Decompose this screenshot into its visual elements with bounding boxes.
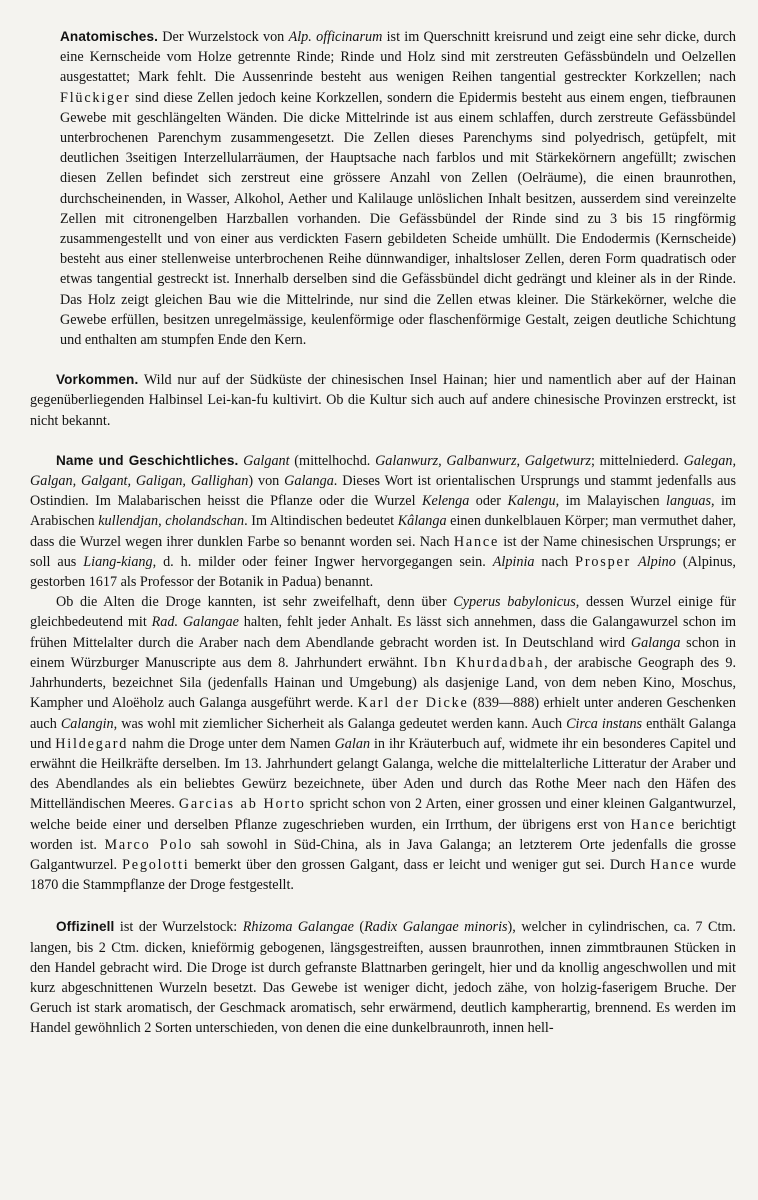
text-run: ; mittelniederd. (591, 452, 684, 469)
person-name: Garcias ab Horto (178, 796, 306, 813)
text-run: , der arabische Geograph des 9. Jahrhunderts, bezeichnet Sila (jedenfalls Hainan und Umgebung) als dasjenige Land, von dem neben Kino, Moschus, Kampher und Aloëholz auch Galanga ausgeführt werde. (30, 654, 736, 712)
italic-term: Calangin (60, 715, 114, 732)
text-run: (mittelhochd. (289, 452, 376, 469)
text-run: ( (353, 919, 365, 936)
italic-term: Galgant (243, 452, 290, 469)
section-heading-name: Name und Geschichtliches. (56, 452, 239, 468)
section-heading-vorkommen: Vorkommen. (56, 372, 139, 388)
text-run: , d. h. milder oder feiner Ingwer hervorgegangen sein. (152, 553, 493, 570)
paragraph-anatomisches (60, 27, 736, 350)
italic-term: Rad. Galangae (151, 614, 239, 631)
section-heading-offizinell: Offizinell (56, 919, 115, 935)
section-vorkommen (30, 370, 736, 431)
text-run: ), welcher in cylindrischen, ca. 7 Ctm. langen, bis 2 Ctm. dicken, knieförmig gebogenen, längsgestreiften, aussen braunrothen, innen zimmtbraunen Stücken in den Handel gebracht wird. Die Droge ist durch gefranste Blattnarben geringelt, hier und da knollig angeschwollen und mit kurz abgeschnittenen Wurzeln besetzt. Das Gewebe ist weniger dicht, jedoch zähe, von holzig-faserigem Bruche. Der Geruch ist stark aromatisch, der Geschmack aromatisch, sehr erwärmend, deutlich kampherartig, brennend. Es werden im Handel gewöhnlich 2 Sorten unterschieden, von denen die eine dunkelbraunroth, innen hell- (30, 919, 736, 1037)
text-run: nach (534, 553, 576, 570)
italic-term: Galanga (630, 634, 681, 651)
text-run: ist der Wurzelstock: (114, 919, 243, 936)
italic-term: Galan (334, 735, 371, 752)
italic-term: Rhizoma Galangae (242, 919, 354, 936)
section-heading-anatomisches: Anatomisches. (60, 29, 158, 44)
text-run: halten, fehlt jeder Anhalt. Es lässt sich annehmen, dass die Galangawurzel schon im frühen Mittelalter durch die Araber nach dem Abendlande gebracht worden ist. In Deutschland wird (30, 614, 737, 651)
italic-term: Kelenga (422, 493, 470, 510)
italic-term: Kâlanga (397, 513, 447, 530)
section-offizinell (30, 917, 736, 1038)
italic-term: Galanga (284, 473, 334, 490)
text-run: enthält Galanga und (30, 715, 736, 752)
text-run: oder (469, 493, 508, 510)
text-run: (839—888) erhielt unter anderen Geschenken auch (30, 695, 736, 732)
person-name: Karl der Dicke (357, 695, 469, 712)
text-run: . Dieses Wort ist orientalischen Ursprungs und stammt jedenfalls aus Ostindien. Im Malabarischen heisst die Pflanze oder die Wurzel (30, 473, 736, 510)
person-name: Prosper (575, 553, 632, 570)
italic-term: Alpinia (492, 553, 535, 570)
text-run: sind diese Zellen jedoch keine Korkzellen, sondern die Epidermis besteht aus einem engen, tiefbraunen Gewebe mit geschlängelten Wänden. Die dicke Mittelrinde ist aus einem schlaffen, durch zerstreute Gefässbündel unterbrochenen Parenchym zusammengesetzt. Die Zellen dieses Parenchyms sind polyedrisch, getüpfelt, mit deutlichen 3seitigen Interzellularräumen, der Hauptsache nach farblos und mit Stärkekörnern angefüllt; zwischen diesen Zellen befindet sich zerstreut eine grössere Anzahl von Zellen (Oelräume), die einen braunrothen, durchscheinenden, in Wasser, Alkohol, Aether und Kalilauge unlöslichen Inhalt besitzen, ausserdem sind vereinzelte Zellen mit citronengelben Harzballen vorhanden. Die Gefässbündel der Rinde sind zu 3 bis 15 ringförmig zusammengestellt und von einer aus verdickten Fasern gebildeten Scheide umhüllt. Die Endodermis (Kernscheide) besteht aus einer stellenweise unterbrochenen Reihe dünnwandiger, inhaltsloser Zellen, deren Form quadratisch oder etwas tangential gestreckt ist. Innerhalb derselben sind die Gefässbündel dicht gedrängt und kleiner als in der Rinde. Das Holz zeigt gleichen Bau wie die Mittelrinde, nur sind die Zellen etwas kleiner. Die Stärkekörner, welche die Gewebe erfüllen, besitzen unregelmässige, keulenförmige oder flaschenförmige Gestalt, zeigen deutliche Schichtung und enthalten am stumpfen Ende den Kern. (60, 89, 736, 349)
text-run: , dessen Wurzel einige für gleichbedeutend mit (30, 594, 736, 631)
text-run: ist der Name chinesischen Ursprungs; er soll aus (30, 533, 736, 570)
text-run: ist im Querschnitt kreisrund und zeigt eine sehr dicke, durch eine Kernscheide vom Holze getrennte Rinde; Rinde und Holz sind mit zerstreuten Gefässbündeln und Oelzellen ausgestattet; Mark fehlt. Die Aussenrinde besteht aus wenigen Reihen tangential gestreckter Korkzellen; nach (60, 29, 737, 86)
person-name: Hance (650, 856, 696, 873)
person-name: Flückiger (60, 89, 131, 106)
italic-term: Radix Galangae minoris (364, 919, 508, 936)
italic-term: languas (666, 493, 711, 510)
section-name-und-geschichtliches (30, 451, 736, 895)
text-run: , was wohl mit ziemlicher Sicherheit als Galanga gedeutet werden kann. Auch (113, 715, 567, 732)
text-run: , im Malayischen (555, 493, 667, 510)
paragraph-vorkommen (30, 370, 736, 431)
text-run: (Alpinus, gestorben 1617 als Professor der Botanik in Padua) benannt. (30, 553, 736, 591)
text-run: Ob die Alten die Droge kannten, ist sehr zweifelhaft, denn über (56, 594, 454, 611)
italic-term: Liang-kiang (83, 553, 153, 570)
person-name: Hildegard (55, 735, 129, 752)
person-name: Pegolotti (122, 856, 190, 873)
paragraph-offizinell (30, 917, 736, 1038)
text-run: , im Arabischen (30, 493, 736, 530)
italic-term: Galanwurz, Galbanwurz, Galgetwurz (375, 452, 592, 469)
text-run: wurde 1870 die Stammpflanze der Droge festgestellt. (30, 856, 736, 894)
text-run: ) von (248, 473, 285, 490)
text-run: Wild nur auf der Südküste der chinesischen Insel Hainan; hier und namentlich aber auf der Hainan gegenüberliegenden Halbinsel Lei-kan-fu kultivirt. Ob die Kultur sich auch auf andere chinesische Provinzen erstreckt, ist nicht bekannt. (30, 372, 737, 429)
italic-term: Galegan, Galgan, Galgant, Galigan, Gallighan (30, 452, 737, 490)
text-run: einen dunkelblauen Körper; man vermuthet daher, dass die Wurzel wegen ihrer dunklen Farbe so benannt worden sei. Nach (30, 513, 736, 550)
person-name: Ibn Khurdadbah (423, 654, 545, 671)
person-name: Marco Polo (104, 836, 193, 853)
text-run: berichtigt worden ist. (30, 816, 736, 853)
text-run: bemerkt über den grossen Galgant, dass er leicht und weniger gut sei. Durch (189, 856, 651, 873)
italic-term: cholandschan (165, 513, 245, 530)
text-run: nahm die Droge unter dem Namen (128, 735, 335, 752)
text-run: spricht schon von 2 Arten, einer grossen und einer kleinen Galgantwurzel, welche beide einer und derselben Pflanze zugeschrieben wurden, ein Irrthum, der übrigens erst von (30, 796, 736, 833)
section-anatomisches (60, 27, 736, 350)
italic-term: Circa instans (566, 715, 643, 732)
person-name: Hance (453, 533, 500, 550)
text-run: in ihr Kräuterbuch auf, widmete ihr ein besonderes Capitel und erwähnt die Heilkräfte derselben. Im 13. Jahrhundert gelangt Galanga, welche die mittelalterliche Litteratur der Araber und des Abendlandes als ein beliebtes Gewürz bezeichnete, über Aden und durch das Rothe Meer nach den Häfen des Mittelländischen Meeres. (30, 735, 736, 813)
text-run: Der Wurzelstock von (162, 29, 289, 45)
italic-term: Alp. officinarum (288, 29, 383, 45)
italic-term: Kalengu (507, 493, 556, 510)
italic-term: Cyperus babylonicus (453, 594, 576, 611)
paragraph-name-2 (30, 592, 736, 895)
italic-term: kullendjan (98, 513, 159, 530)
text-run: sah sowohl in Süd-China, als in Java Galanga; an letzterem Orte jedenfalls die grosse Galgantwurzel. (30, 836, 736, 873)
paragraph-name-1 (30, 451, 736, 592)
text-run: . Im Altindischen bedeutet (244, 513, 398, 530)
text-run: schon in einem Würzburger Manuscripte aus dem 8. Jahrhundert erwähnt. (30, 634, 736, 671)
italic-term: Alpino (638, 553, 676, 570)
text-run: , (158, 513, 166, 530)
person-name: Hance (630, 816, 676, 833)
